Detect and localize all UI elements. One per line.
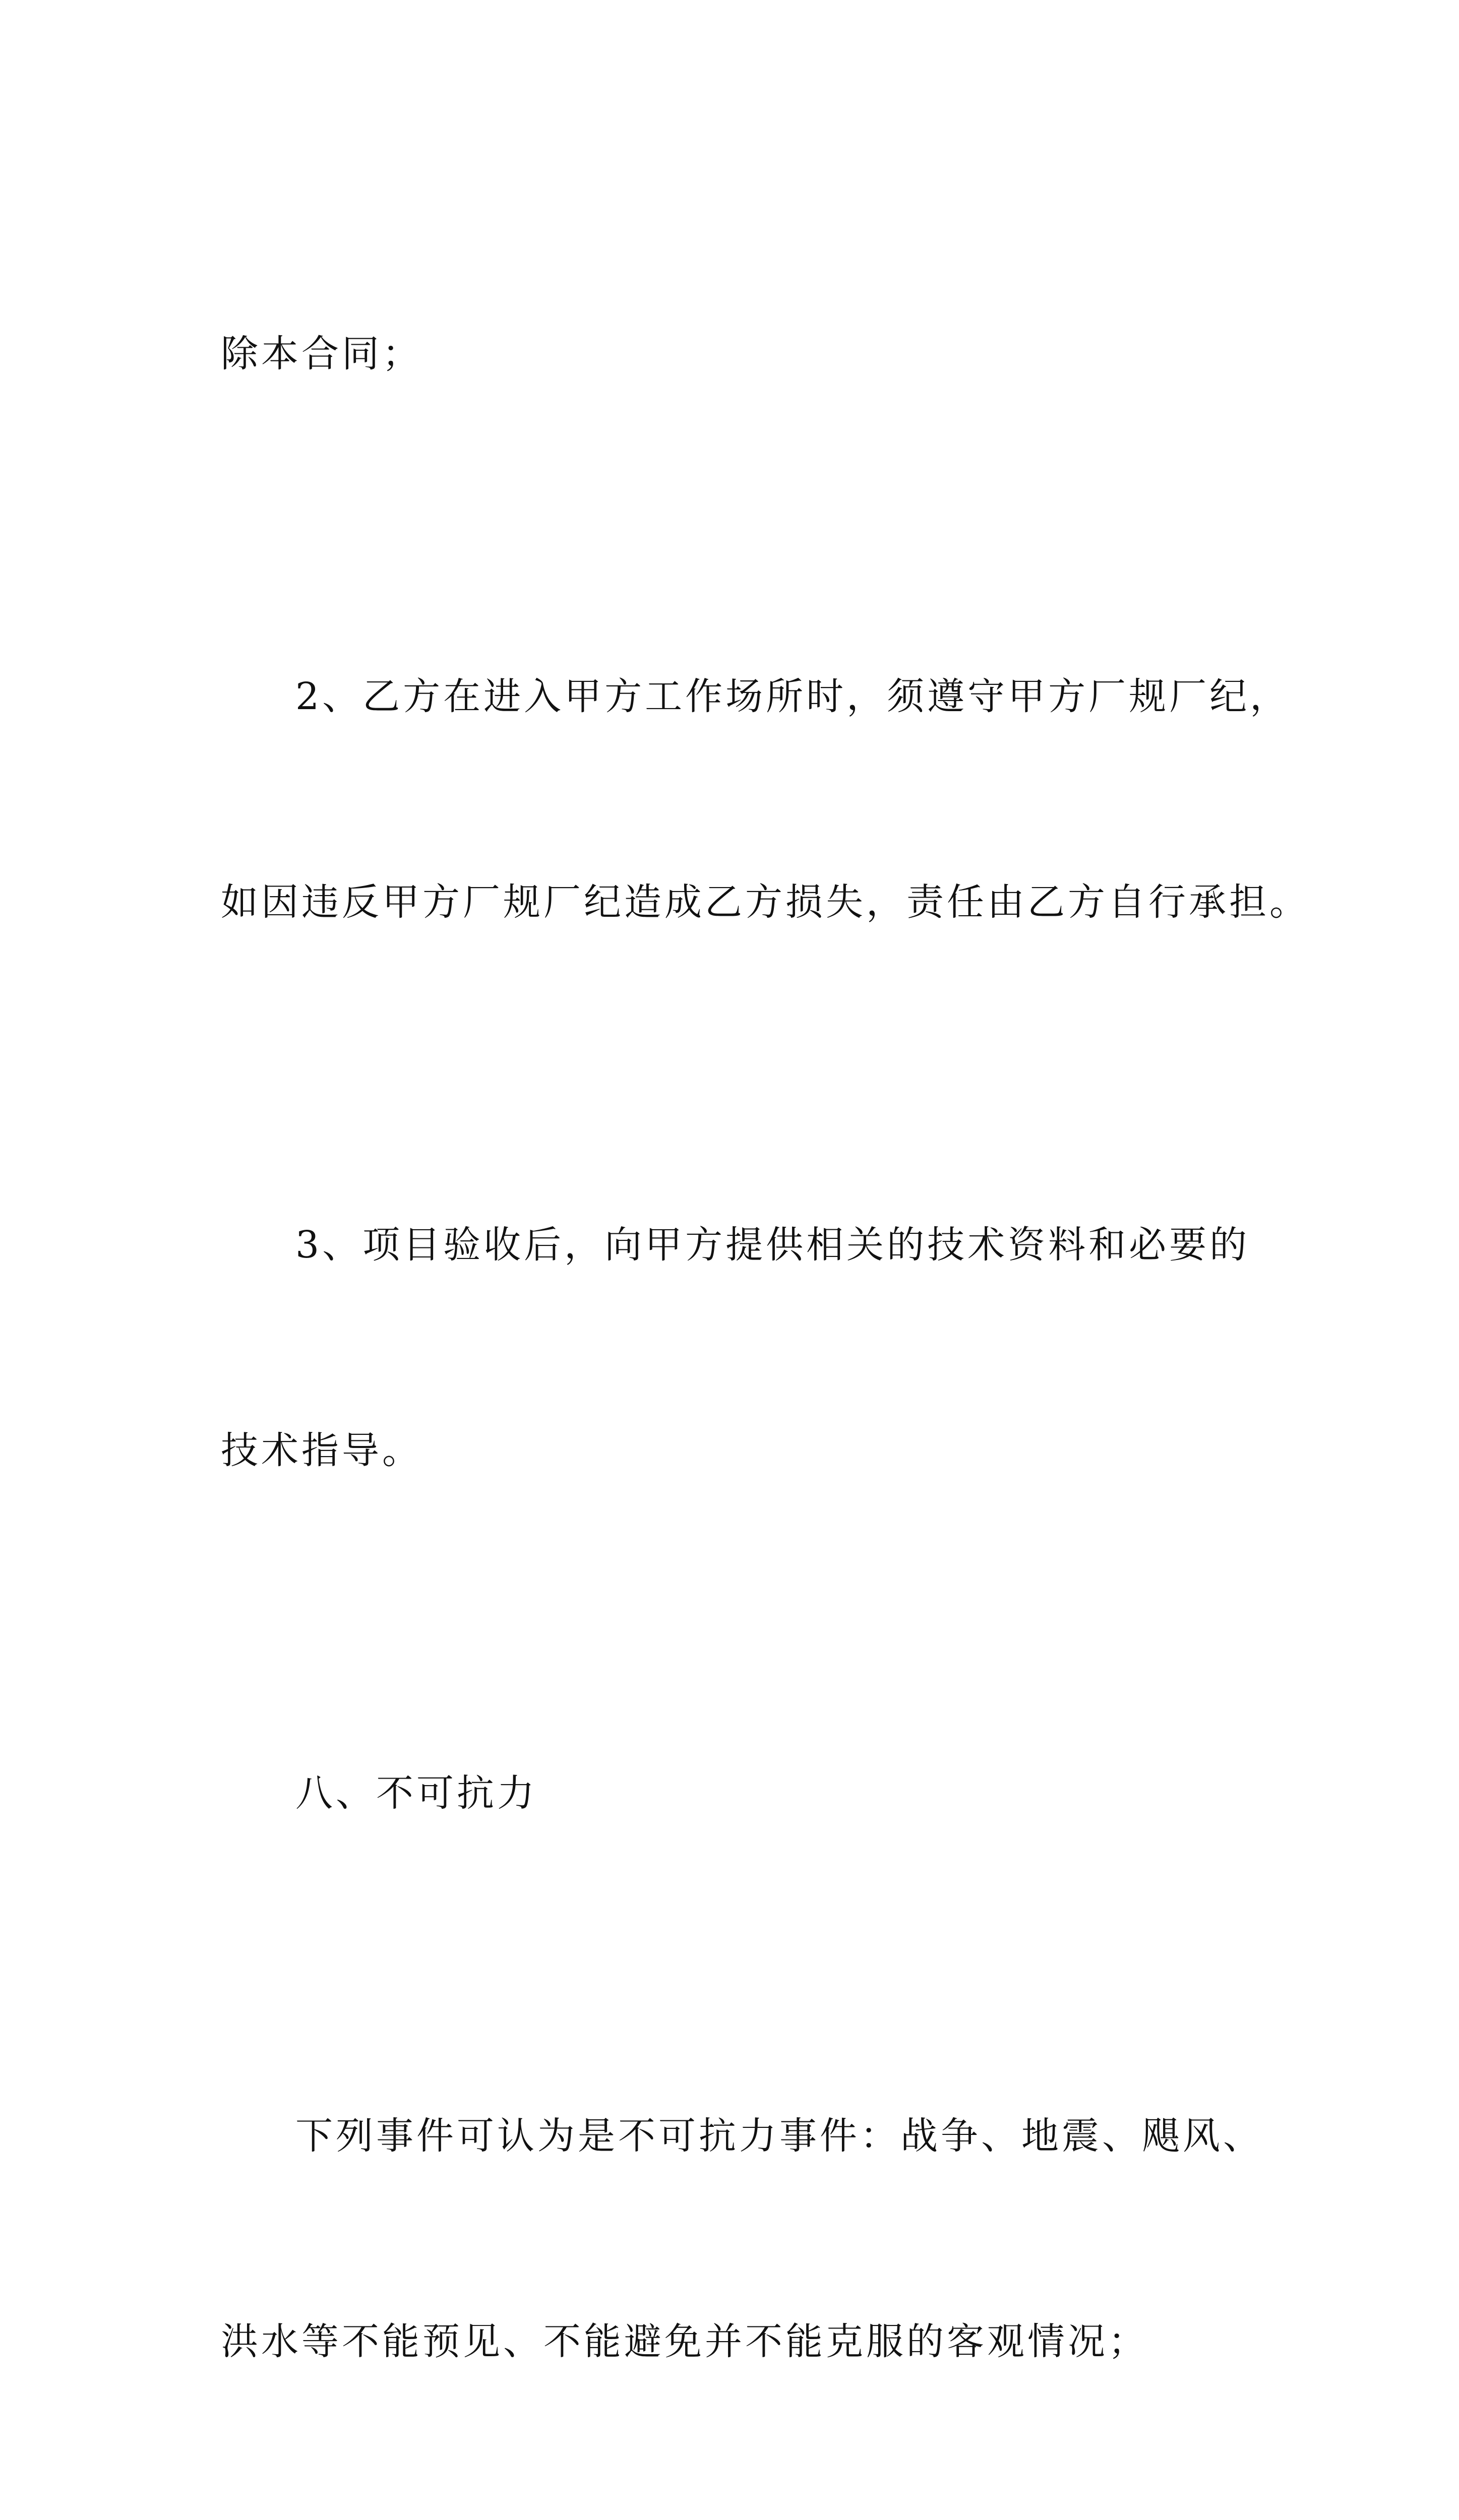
text-line: 下列事件可认为是不可抗力事件：战争、地震、飓风、 xyxy=(295,2114,1263,2158)
section-heading xyxy=(221,1622,1249,1965)
paragraph xyxy=(221,1074,1249,1622)
paragraph xyxy=(221,525,1310,1074)
text-line: 八、不可抗力 xyxy=(295,1772,537,1815)
paragraph xyxy=(221,2513,1249,2520)
text-line: 3、项目验收后，向甲方提供相关的技术资料和必要的 xyxy=(295,1223,1250,1267)
text-line: 如因违反甲方厂规厂纪造成乙方损失，责任由乙方自行承担。 xyxy=(221,880,1310,924)
paragraph xyxy=(221,1965,1263,2513)
text-line: 除本合同； xyxy=(221,332,422,375)
text-line: 2、乙方在进入甲方工作场所时，须遵守甲方厂规厂纪， xyxy=(295,675,1291,718)
text-line: 洪水等不能预见、不能避免并不能克服的客观情况； xyxy=(221,2320,1148,2363)
paragraph xyxy=(221,182,1249,525)
document-body xyxy=(221,182,1310,2520)
text-line: 技术指导。 xyxy=(221,1429,422,1472)
